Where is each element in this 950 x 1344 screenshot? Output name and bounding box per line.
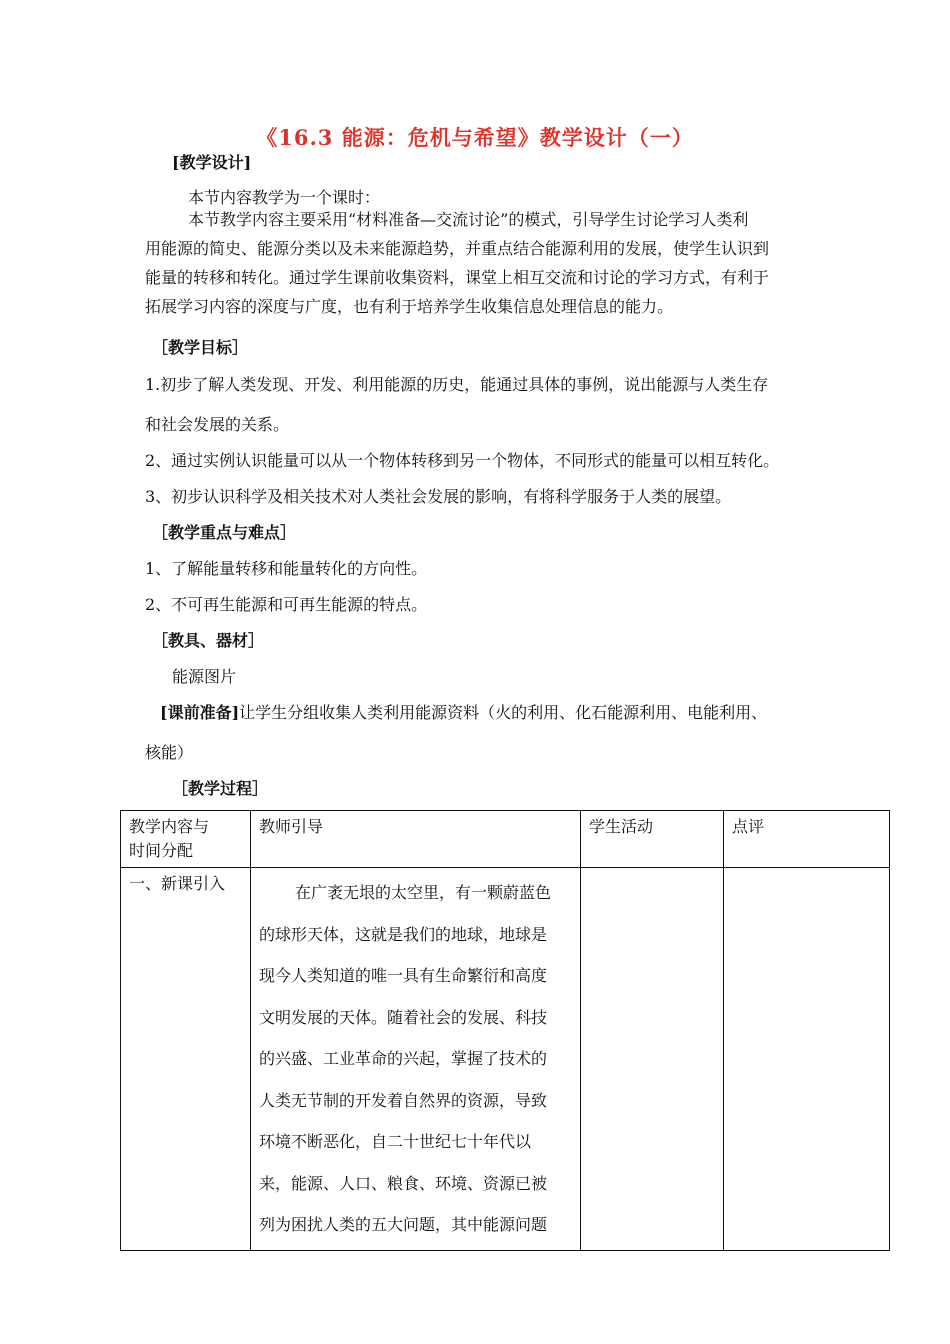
- section-heading-prep: [课前准备]: [160, 703, 240, 722]
- cell-comment: [724, 868, 890, 1251]
- section-heading-objectives: ［教学目标］: [152, 338, 249, 357]
- guide-line: 的球形天体，这就是我们的地球，地球是: [259, 924, 548, 944]
- design-paragraph-line: 拓展学习内容的深度与广度，也有利于培养学生收集信息处理信息的能力。: [145, 297, 674, 316]
- section-heading-design: [教学设计]: [172, 153, 252, 172]
- header-cell-line: 教学内容与: [129, 817, 210, 836]
- design-paragraph-line: 本节教学内容主要采用“材料准备—交流讨论”的模式，引导学生讨论学习人类利: [188, 210, 749, 229]
- header-cell-guide: 教师引导: [251, 811, 581, 868]
- design-intro-line: 本节内容教学为一个课时：: [188, 188, 381, 207]
- header-cell-comment: 点评: [724, 811, 890, 868]
- table-header-row: [121, 811, 890, 868]
- guide-line: 现今人类知道的唯一具有生命繁衍和高度: [259, 966, 548, 985]
- prep-text: 让学生分组收集人类利用能源资料（火的利用、化石能源利用、电能利用、: [239, 703, 768, 722]
- guide-line: 来，能源、人口、粮食、环境、资源已被: [259, 1173, 548, 1193]
- header-cell-line: 时间分配: [129, 841, 194, 860]
- guide-line: 文明发展的天体。随着社会的发展、科技: [259, 1007, 548, 1027]
- objective-item-1b: 和社会发展的关系。: [145, 415, 290, 434]
- prep-text-continued: 核能）: [145, 743, 194, 762]
- guide-line: 环境不断恶化，自二十世纪七十年代以: [259, 1132, 532, 1151]
- guide-line: 人类无节制的开发着自然界的资源，导致: [259, 1090, 548, 1110]
- guide-line: 的兴盛、工业革命的兴起，掌握了技术的: [259, 1049, 548, 1068]
- guide-line: 列为困扰人类的五大问题，其中能源问题: [259, 1215, 548, 1234]
- document-title: 《16.3 能源：危机与希望》教学设计（一）: [256, 125, 694, 150]
- cell-activity: [581, 868, 724, 1251]
- section-heading-equipment: ［教具、器材］: [152, 631, 265, 650]
- objective-item-3: 3、初步认识科学及相关技术对人类社会发展的影响，有将科学服务于人类的展望。: [145, 487, 732, 506]
- section-heading-key-points: ［教学重点与难点］: [152, 523, 297, 542]
- guide-text: [259, 872, 572, 1246]
- guide-line: 在广袤无垠的太空里，有一颗蔚蓝色: [295, 883, 552, 902]
- cell-section: 一、新课引入: [121, 868, 251, 1251]
- table-row: [121, 868, 890, 1251]
- prep-line: [160, 700, 767, 723]
- design-paragraph-line: 用能源的简史、能源分类以及未来能源趋势，并重点结合能源利用的发展，使学生认识到: [145, 239, 770, 258]
- design-paragraph-line: 能量的转移和转化。通过学生课前收集资料，课堂上相互交流和讨论的学习方式，有利于: [145, 268, 770, 287]
- cell-guide: [251, 868, 581, 1251]
- design-paragraph: [145, 205, 769, 321]
- section-heading-process: ［教学过程］: [172, 779, 269, 798]
- header-cell-content: [121, 811, 251, 868]
- key-point-item-1: 1、了解能量转移和能量转化的方向性。: [145, 559, 428, 578]
- objective-item-1a: 1.初步了解人类发现、开发、利用能源的历史，能通过具体的事例，说出能源与人类生存: [145, 375, 769, 394]
- key-point-item-2: 2、不可再生能源和可再生能源的特点。: [145, 595, 428, 614]
- objective-item-2: 2、通过实例认识能量可以从一个物体转移到另一个物体，不同形式的能量可以相互转化。: [145, 451, 780, 470]
- teaching-process-table: [120, 810, 890, 1251]
- equipment-text: 能源图片: [172, 667, 237, 686]
- header-cell-activity: 学生活动: [581, 811, 724, 868]
